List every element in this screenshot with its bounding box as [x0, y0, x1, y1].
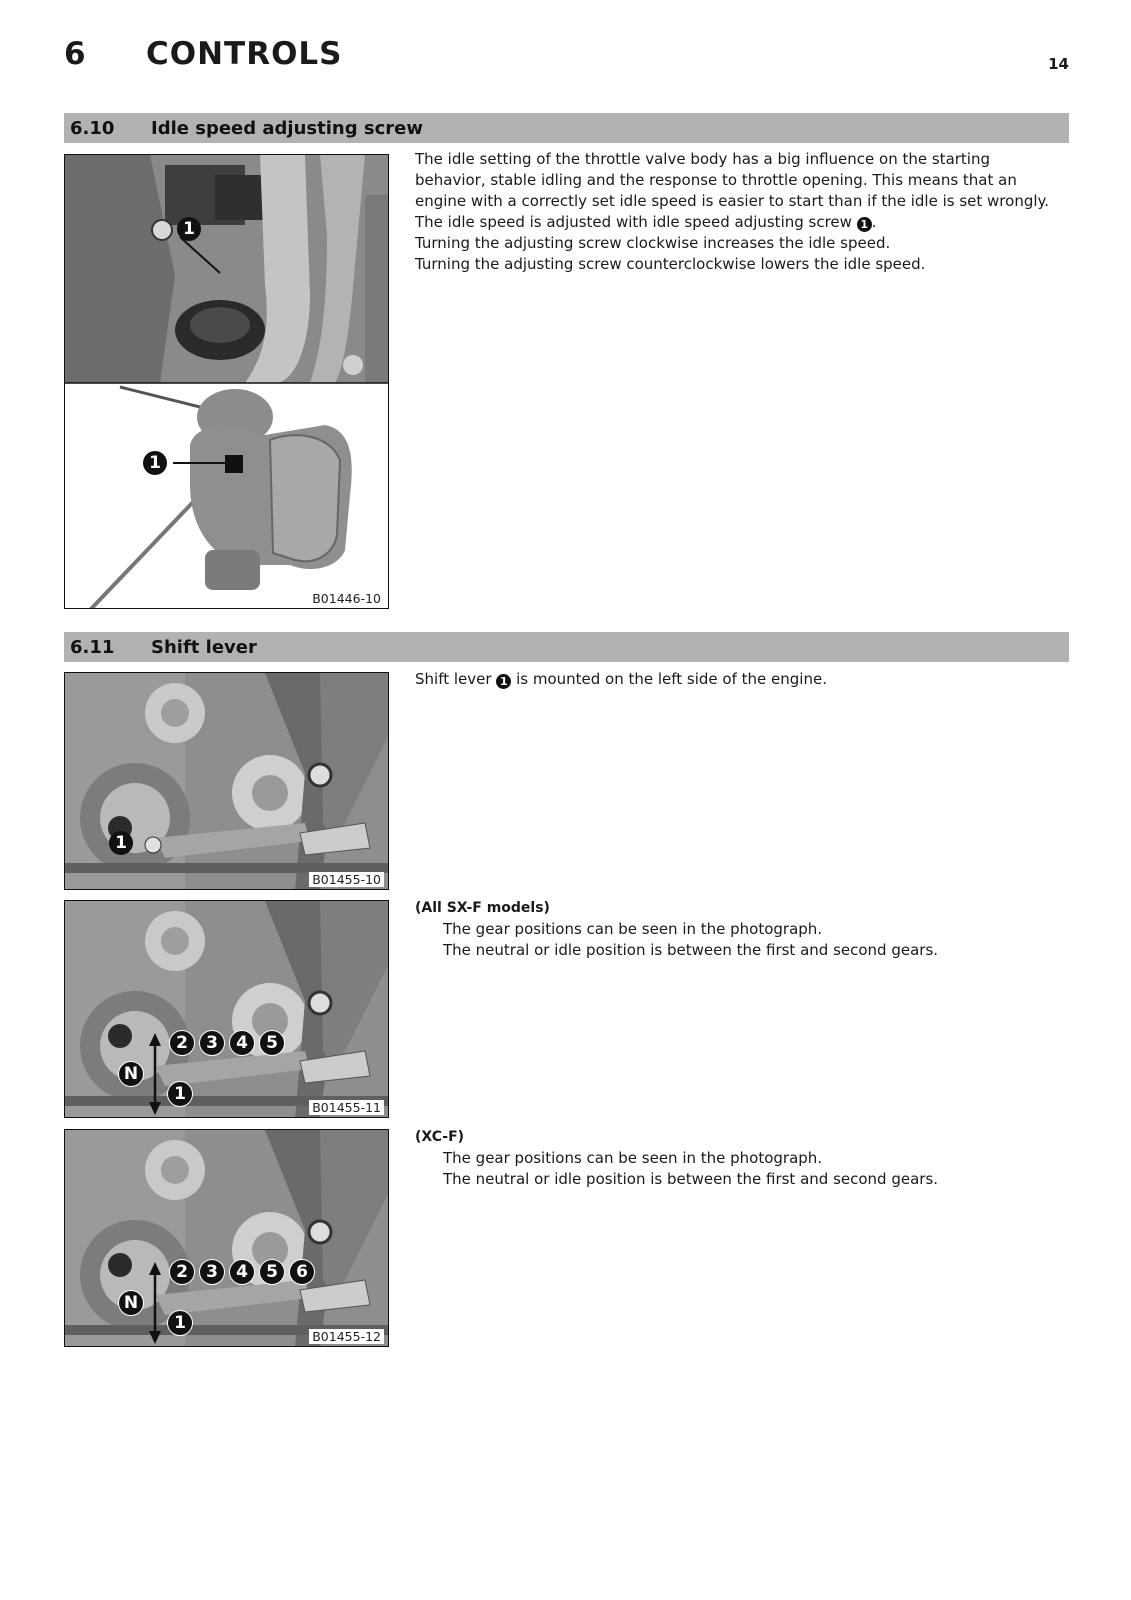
gear-positions-sxf-photo — [65, 901, 389, 1118]
callout-marker: 5 — [259, 1259, 285, 1285]
gear-positions-sxf-figure — [64, 900, 389, 1118]
callout-marker: 1 — [167, 1310, 193, 1336]
condition-heading: (All SX-F models) — [415, 900, 550, 916]
paragraph: The idle setting of the throttle valve body has a big influence on the starting behavior, stable idling and the response to throttle opening. This means that an engine with a correctly set idle speed is easier to start than if the idle is set wrongly. — [415, 150, 1050, 210]
callout-marker: 6 — [289, 1259, 315, 1285]
shift-lever-photo — [65, 673, 389, 890]
paragraph-text: . — [871, 213, 877, 231]
gear-positions-sxf-text — [415, 898, 1065, 961]
condition-heading: (XC-F) — [415, 1129, 465, 1145]
callout-marker: 1 — [857, 217, 872, 232]
callout-marker: 2 — [169, 1030, 195, 1056]
callout-marker: 1 — [143, 451, 167, 475]
chapter-title: CONTROLS — [146, 36, 343, 72]
callout-marker: 3 — [199, 1259, 225, 1285]
figure-code: B01455-12 — [309, 1329, 384, 1344]
paragraph: Turning the adjusting screw counterclockwise lowers the idle speed. — [415, 255, 926, 273]
paragraph: Turning the adjusting screw clockwise increases the idle speed. — [415, 234, 891, 252]
idle-screw-description — [415, 149, 1065, 275]
paragraph — [415, 212, 1065, 233]
callout-marker: 1 — [109, 831, 133, 855]
figure-code: B01455-10 — [309, 872, 384, 887]
gear-positions-xcf-figure — [64, 1129, 389, 1347]
callout-marker: 1 — [167, 1081, 193, 1107]
paragraph-text: The idle speed is adjusted with idle speed adjusting screw — [415, 213, 857, 231]
paragraph: The neutral or idle position is between the first and second gears. — [443, 941, 939, 959]
paragraph — [415, 669, 1065, 690]
paragraph: The gear positions can be seen in the photograph. — [443, 1149, 823, 1167]
callout-marker: 1 — [496, 674, 511, 689]
callout-marker: 4 — [229, 1259, 255, 1285]
section-heading-6-10 — [64, 113, 1069, 143]
section-title: Idle speed adjusting screw — [151, 118, 423, 139]
callout-marker: N — [118, 1290, 144, 1316]
idle-screw-photo — [65, 155, 389, 609]
callout-marker: 1 — [177, 217, 201, 241]
idle-screw-figure — [64, 154, 389, 609]
paragraph: The gear positions can be seen in the photograph. — [443, 920, 823, 938]
chapter-number: 6 — [64, 36, 87, 72]
callout-marker: N — [118, 1061, 144, 1087]
shift-lever-intro — [415, 669, 1065, 690]
section-heading-6-11 — [64, 632, 1069, 662]
callout-marker: 3 — [199, 1030, 225, 1056]
shift-lever-figure — [64, 672, 389, 890]
section-number: 6.11 — [70, 637, 115, 658]
paragraph-text: Shift lever — [415, 670, 497, 688]
figure-code: B01446-10 — [309, 591, 384, 606]
section-title: Shift lever — [151, 637, 257, 658]
paragraph-text: is mounted on the left side of the engine. — [511, 670, 827, 688]
section-number: 6.10 — [70, 118, 115, 139]
gear-positions-xcf-photo — [65, 1130, 389, 1347]
callout-marker: 4 — [229, 1030, 255, 1056]
page-number: 14 — [1048, 55, 1069, 73]
callout-marker: 2 — [169, 1259, 195, 1285]
paragraph: The neutral or idle position is between the first and second gears. — [443, 1170, 939, 1188]
gear-positions-xcf-text — [415, 1127, 1065, 1190]
figure-code: B01455-11 — [309, 1100, 384, 1115]
callout-marker: 5 — [259, 1030, 285, 1056]
